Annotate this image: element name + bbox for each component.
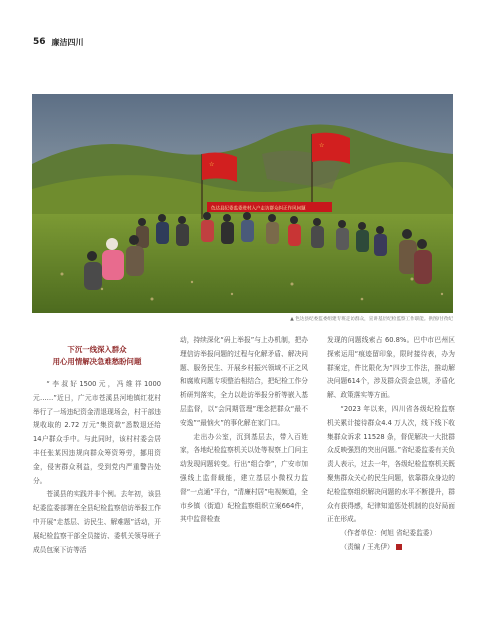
article-column-1 bbox=[33, 334, 161, 557]
section-heading bbox=[33, 344, 161, 368]
editor-credit bbox=[327, 541, 455, 555]
paragraph: “李叔好1500元，冯维祥1000元……”近日，广元市苍溪县河地镇红花村举行了一场违纪资金清退现场会，村干部违规收取的 2.72 万元“集资款”悉数退还给14户群众手中。与此同时，该村村委会居丰任张某因违规向群众筹资筹劳，挪用资金，侵害群众利益，受到党内严重警告处分。 bbox=[33, 380, 161, 485]
article-photo bbox=[32, 94, 453, 313]
author-credit: （作者单位：何旭 省纪委监委） bbox=[340, 529, 437, 538]
editor-credit-text: （责编 / 王兆伊） bbox=[340, 542, 394, 551]
paragraph: 动，持续深化“码上举报”与上办机制，把办理信访举报问题的过程与化解矛盾、解决问题、服务民生、开展乡村振兴领域不正之风和腐败问题专项整治相结合，把纪检工作分析研判落实，全力以赴访举报分析等嵌入基层监督，以“会同期管理”理念把群众“最不安逸”“最恼火”的事化解在家门口。 bbox=[180, 336, 308, 427]
photo-caption: ▲ 色达县纪委监委组建专班走访群众，宣讲基层纪检监察工作职能。供图/甘孜纪 bbox=[290, 317, 453, 322]
end-mark-icon bbox=[396, 544, 402, 550]
heading-line-1: 下沉一线深入群众 bbox=[67, 345, 127, 354]
paragraph: 走出办公室，沉到基层去，带入百姓家，各地纪检监察机关以处等视察上门问主动发现问题转变。行出“组合拳”，广安市加强线上监督载能，建立基层小微权力监督“一点通”平台，“清廉村居”电视频道，全市乡镇（街道）纪检监察组织立案664件，其中监督检查 bbox=[180, 432, 308, 524]
paragraph: 苍溪县的实践并非个例。去年初，该县纪委监委部署在全县纪检监察信访举报工作中开展“走基层、访民生、解难题”活动，开展纪检监察干部全员接访、委机关领导班子成员包案下访等活 bbox=[33, 490, 161, 554]
paragraph: 发现的问题线索占 60.8%。巴中市巴州区探索运用“痕迹留印象，限时接待表，办为群案定，件比限化为”四步工作法，推动解决问题614个，涉及群众资金总规，矛盾化解、政策落实等方面。 bbox=[327, 336, 455, 400]
page-header bbox=[33, 36, 84, 48]
article-column-3 bbox=[327, 334, 455, 555]
svg-text:☆: ☆ bbox=[319, 142, 325, 149]
flag-left bbox=[202, 153, 237, 182]
paragraph: “2023 年以来，四川省各级纪检监察机关累计接待群众4.4 万人次，线下线下收集群众诉求 11528 条，督促解决一大批群众反映强烈的突出问题。”省纪委监委有关负责人表示，过去一年，各级纪检监察机关既聚焦群众关心的民生问题，依靠群众身边的纪检监察组织解决问题的水平不断提升，群众有获得感，纪律知道惩处机制的良好局面正在形成。 bbox=[327, 404, 455, 524]
page-number: 56 bbox=[33, 37, 46, 47]
article-column-2 bbox=[180, 334, 308, 527]
magazine-title: 廉洁四川 bbox=[51, 37, 84, 47]
svg-text:☆: ☆ bbox=[209, 161, 215, 168]
heading-line-2: 用心用情解决急难愁盼问题 bbox=[52, 357, 142, 366]
banner-text: 色达县纪委监委进村入户走访群众纠正作风问题 bbox=[211, 206, 306, 212]
flag-right bbox=[312, 133, 350, 164]
